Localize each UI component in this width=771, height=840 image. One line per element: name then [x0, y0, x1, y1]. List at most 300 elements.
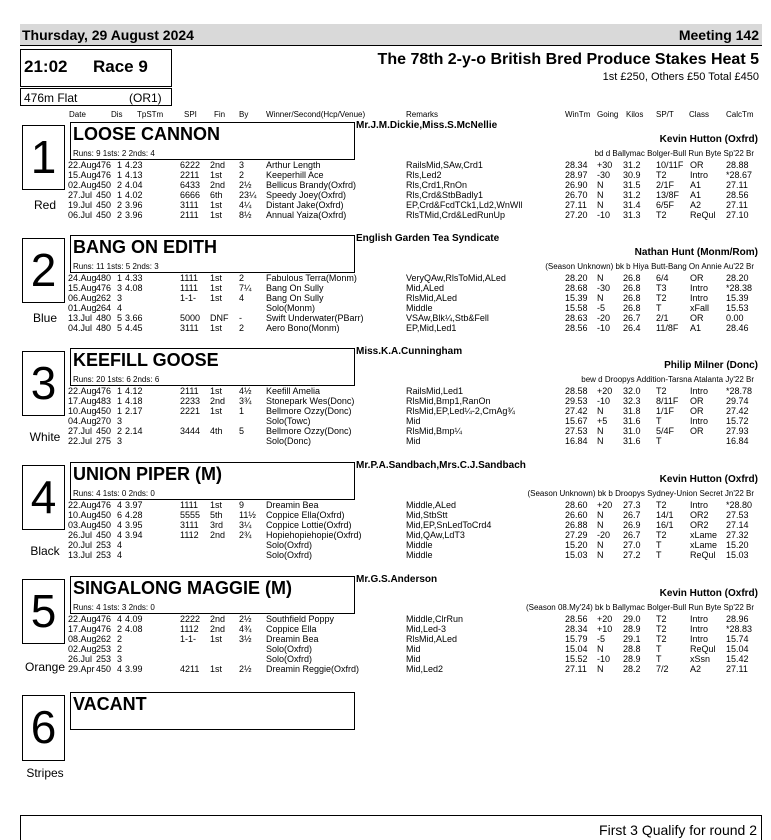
run-sectionals: 2211: [180, 170, 200, 180]
run-finish: 2nd: [210, 614, 226, 624]
trap-number: 3: [22, 351, 65, 416]
run-winner: Solo(Towc): [266, 416, 311, 426]
run-remarks: Middle: [406, 550, 433, 560]
run-sectionals: 6222: [180, 160, 201, 170]
form-row: [20, 406, 762, 416]
dog-name: BANG ON EDITH: [73, 237, 217, 257]
run-calc-time: 15.53: [726, 303, 749, 313]
run-trap: 1: [117, 170, 123, 180]
breeding-info: (Season Unknown) bk b Hiya Butt-Bang On Annie Au'22 Br: [545, 262, 754, 271]
run-remarks: Middle,ALed: [406, 500, 457, 510]
run-win-time: 28.34: [565, 624, 588, 634]
run-remarks: Mid,ALed: [406, 283, 445, 293]
race-time-box: [20, 49, 172, 87]
owner-name: Mr.J.M.Dickie,Miss.S.McNellie: [356, 120, 498, 131]
run-by: 8½: [239, 210, 252, 220]
run-by: 2½: [239, 614, 252, 624]
run-distance: 275: [96, 436, 112, 446]
run-calc-time: 15.74: [726, 634, 749, 644]
run-date: 04.Jul: [68, 323, 93, 333]
run-trap: 4: [117, 664, 123, 674]
breeding-info: bew d Droopys Addition-Tarsna Atalanta Jy'22 Br: [581, 375, 754, 384]
run-distance: 450: [96, 190, 112, 200]
form-lines: [20, 273, 762, 333]
run-date: 22.Aug: [68, 386, 97, 396]
run-sp: T3: [656, 283, 667, 293]
run-remarks: RlsMid,Bmp¼: [406, 426, 463, 436]
run-finish: 1st: [210, 500, 223, 510]
run-kilos: 26.9: [623, 520, 641, 530]
race-time: 21:02: [24, 57, 68, 76]
run-going: -20: [597, 530, 611, 540]
run-by: 4¼: [239, 200, 252, 210]
run-going: -10: [597, 396, 611, 406]
run-split: 4.13: [125, 170, 143, 180]
run-split: 4.28: [125, 510, 143, 520]
form-row: [20, 500, 762, 510]
run-remarks: RlsMid,Bmp1,RanOn: [406, 396, 491, 406]
run-distance: 262: [96, 634, 112, 644]
run-win-time: 15.67: [565, 416, 588, 426]
meeting-bar: [20, 24, 762, 46]
form-row: [20, 426, 762, 436]
run-kilos: 28.8: [623, 644, 641, 654]
run-sectionals: 6666: [180, 190, 201, 200]
run-remarks: Middle: [406, 303, 433, 313]
run-trap: 4: [117, 500, 123, 510]
run-sp: 2/1F: [656, 180, 675, 190]
run-remarks: EP,Crd&FcdTCk1,Ld2,WnWll: [406, 200, 523, 210]
run-trap: 4: [117, 303, 123, 313]
run-calc-time: 15.04: [726, 644, 749, 654]
form-row: [20, 200, 762, 210]
run-win-time: 27.42: [565, 406, 588, 416]
run-winner: Bang On Sully: [266, 283, 324, 293]
run-calc-time: 27.53: [726, 510, 749, 520]
run-win-time: 26.70: [565, 190, 588, 200]
run-date: 04.Aug: [68, 416, 97, 426]
run-class: ReQul: [690, 644, 716, 654]
run-sp: T: [656, 540, 662, 550]
run-remarks: Mid: [406, 644, 421, 654]
run-distance: 253: [96, 654, 112, 664]
run-finish: 1st: [210, 200, 223, 210]
run-winner: Aero Bono(Monm): [266, 323, 340, 333]
column-header: Class: [689, 110, 710, 119]
run-distance: 476: [96, 500, 112, 510]
run-kilos: 30.9: [623, 170, 641, 180]
run-remarks: Rls,Crd1,RnOn: [406, 180, 468, 190]
run-date: 13.Jul: [68, 313, 93, 323]
run-distance: 476: [96, 283, 112, 293]
run-remarks: Mid: [406, 654, 421, 664]
run-finish: DNF: [210, 313, 229, 323]
run-win-time: 15.03: [565, 550, 588, 560]
run-calc-time: 27.42: [726, 406, 749, 416]
form-row: [20, 303, 762, 313]
breeding-info: bd d Ballymac Bolger-Bull Run Byte Sp'22 Br: [594, 149, 754, 158]
run-kilos: 26.8: [623, 283, 641, 293]
race-number: Race 9: [93, 57, 148, 76]
run-date: 02.Aug: [68, 644, 97, 654]
run-by: -: [239, 313, 242, 323]
trap-colour: Red: [33, 198, 56, 212]
run-going: +20: [597, 500, 613, 510]
run-remarks: EP,Mid,Led1: [406, 323, 457, 333]
run-win-time: 15.39: [565, 293, 588, 303]
run-kilos: 31.6: [623, 436, 641, 446]
run-trap: 3: [117, 416, 123, 426]
run-win-time: 28.68: [565, 283, 588, 293]
run-distance: 450: [96, 664, 112, 674]
run-sp: T: [656, 654, 662, 664]
run-date: 17.Aug: [68, 624, 97, 634]
run-calc-time: 27.11: [726, 180, 748, 190]
run-kilos: 31.3: [623, 210, 641, 220]
owner-name: Miss.K.A.Cunningham: [356, 346, 463, 357]
run-remarks: Middle,ClrRun: [406, 614, 464, 624]
run-going: N: [597, 180, 604, 190]
run-sectionals: 2233: [180, 396, 201, 406]
run-by: 2: [239, 273, 245, 283]
run-winner: Solo(Monm): [266, 303, 316, 313]
run-split: 4.04: [125, 180, 143, 190]
form-row: [20, 313, 762, 323]
run-calc-time: *28.38: [726, 283, 753, 293]
run-kilos: 26.8: [623, 273, 641, 283]
run-by: 2: [239, 323, 245, 333]
run-date: 08.Aug: [68, 634, 97, 644]
run-calc-time: 28.96: [726, 614, 749, 624]
run-going: +20: [597, 386, 613, 396]
run-by: 2¾: [239, 530, 252, 540]
dog-name-box: [70, 462, 355, 500]
run-kilos: 31.6: [623, 416, 641, 426]
form-row: [20, 210, 762, 220]
run-sp: 6/4: [656, 273, 669, 283]
column-header: CalcTm: [726, 110, 754, 119]
run-class: ReQul: [690, 210, 716, 220]
form-row: [20, 180, 762, 190]
run-class: Intro: [690, 386, 709, 396]
run-winner: Fabulous Terra(Monm): [266, 273, 357, 283]
run-trap: 1: [117, 396, 123, 406]
run-distance: 450: [96, 520, 112, 530]
run-winner: Solo(Oxfrd): [266, 550, 313, 560]
run-split: 3.96: [125, 210, 143, 220]
run-win-time: 15.20: [565, 540, 588, 550]
trap-colour: Stripes: [26, 766, 64, 780]
run-date: 27.Jul: [68, 426, 93, 436]
run-by: 7¼: [239, 283, 252, 293]
run-win-time: 28.56: [565, 614, 588, 624]
dog-name: LOOSE CANNON: [73, 124, 221, 144]
run-going: -10: [597, 210, 611, 220]
run-trap: 4: [117, 614, 123, 624]
form-row: [20, 436, 762, 446]
run-win-time: 29.53: [565, 396, 588, 406]
run-sp: T2: [656, 614, 667, 624]
run-winner: Solo(Oxfrd): [266, 540, 313, 550]
run-distance: 264: [96, 303, 112, 313]
run-winner: Distant Jake(Oxfrd): [266, 200, 344, 210]
form-row: [20, 190, 762, 200]
run-finish: 2nd: [210, 396, 226, 406]
race-title: The 78th 2-y-o British Bred Produce Stakes Heat 5: [377, 51, 759, 68]
run-kilos: 32.0: [623, 386, 641, 396]
run-finish: 1st: [210, 406, 223, 416]
run-trap: 3: [117, 654, 123, 664]
run-going: N: [597, 644, 604, 654]
run-class: ReQul: [690, 550, 716, 560]
run-win-time: 26.90: [565, 180, 588, 190]
run-calc-time: 27.32: [726, 530, 749, 540]
run-distance: 480: [96, 273, 112, 283]
run-class: OR: [690, 406, 704, 416]
run-class: OR: [690, 313, 704, 323]
column-header: Winner/Second(Hcp/Venue): [266, 110, 366, 119]
run-trap: 1: [117, 386, 123, 396]
dog-name-box: [70, 235, 355, 273]
run-win-time: 28.63: [565, 313, 588, 323]
run-remarks: RlsMid,ALed: [406, 293, 458, 303]
run-kilos: 32.3: [623, 396, 641, 406]
run-split: 4.08: [125, 283, 143, 293]
run-sp: 8/11F: [656, 396, 679, 406]
run-finish: 3rd: [210, 520, 224, 530]
form-row: [20, 614, 762, 624]
run-class: A2: [690, 664, 702, 674]
run-sp: 14/1: [656, 510, 674, 520]
run-finish: 1st: [210, 386, 223, 396]
run-winner: Arthur Length: [266, 160, 321, 170]
run-sectionals: 1112: [180, 624, 199, 634]
run-kilos: 27.0: [623, 540, 641, 550]
run-trap: 4: [117, 550, 123, 560]
vacant-box: [70, 692, 355, 730]
run-distance: 450: [96, 530, 112, 540]
run-by: 5: [239, 426, 245, 436]
run-by: 23¼: [239, 190, 257, 200]
form-row: [20, 510, 762, 520]
form-row: [20, 520, 762, 530]
run-sp: 13/8F: [656, 190, 680, 200]
run-sectionals: 6433: [180, 180, 201, 190]
run-going: N: [597, 520, 604, 530]
run-class: A1: [690, 190, 702, 200]
owner-name: English Garden Tea Syndicate: [356, 233, 500, 244]
trainer-name: Kevin Hutton (Oxfrd): [659, 134, 758, 145]
run-win-time: 28.60: [565, 500, 588, 510]
run-remarks: RlsMid,ALed: [406, 634, 458, 644]
owner-name: Mr.P.A.Sandbach,Mrs.C.J.Sandbach: [356, 460, 526, 471]
run-sp: T: [656, 303, 662, 313]
run-remarks: Mid,Led2: [406, 664, 444, 674]
run-sectionals: 1111: [180, 500, 199, 510]
run-by: 2½: [239, 180, 252, 190]
trainer-name: Philip Milner (Donc): [664, 360, 758, 371]
run-class: xSsn: [690, 654, 711, 664]
run-sectionals: 3111: [180, 323, 199, 333]
run-sectionals: 5555: [180, 510, 201, 520]
run-calc-time: 27.11: [726, 200, 748, 210]
trap-number: 1: [22, 125, 65, 190]
run-finish: 1st: [210, 210, 223, 220]
run-distance: 476: [96, 614, 112, 624]
run-winner: Hopiehopiehopie(Oxfrd): [266, 530, 362, 540]
race-distance: 476m Flat: [24, 91, 78, 105]
run-kilos: 26.4: [623, 323, 641, 333]
run-winner: Coppice Ella(Oxfrd): [266, 510, 345, 520]
run-calc-time: 15.03: [726, 550, 749, 560]
run-kilos: 26.7: [623, 530, 641, 540]
vacant-label: VACANT: [73, 694, 147, 714]
run-sp: T: [656, 416, 662, 426]
run-trap: 2: [117, 634, 123, 644]
trap-colour: White: [29, 430, 61, 444]
column-header: Remarks: [406, 110, 439, 119]
run-remarks: Mid: [406, 416, 421, 426]
form-lines: [20, 386, 762, 446]
run-sectionals: 1111: [180, 273, 199, 283]
run-sp: T2: [656, 170, 667, 180]
run-split: 4.09: [125, 614, 143, 624]
trap-number: 6: [22, 695, 65, 761]
run-trap: 3: [117, 293, 123, 303]
run-by: 2½: [239, 664, 252, 674]
run-going: -5: [597, 634, 606, 644]
meeting-number: Meeting 142: [678, 27, 759, 43]
form-row: [20, 550, 762, 560]
run-date: 20.Jul: [68, 540, 93, 550]
run-win-time: 27.53: [565, 426, 588, 436]
run-going: N: [597, 436, 604, 446]
run-split: 3.66: [125, 313, 143, 323]
run-class: A1: [690, 323, 702, 333]
run-distance: 450: [96, 210, 112, 220]
run-date: 29.Apr: [68, 664, 95, 674]
run-kilos: 31.8: [623, 406, 641, 416]
run-trap: 2: [117, 210, 123, 220]
run-split: 4.45: [125, 323, 143, 333]
run-class: OR: [690, 160, 704, 170]
run-remarks: Mid,EP,SnLedToCrd4: [406, 520, 492, 530]
column-header: By: [239, 110, 249, 119]
run-sectionals: 2221: [180, 406, 201, 416]
dog-name-box: [70, 122, 355, 160]
run-calc-time: *28.78: [726, 386, 753, 396]
run-class: A1: [690, 180, 702, 190]
run-calc-time: 15.42: [726, 654, 749, 664]
run-kilos: 29.0: [623, 614, 641, 624]
run-by: 4¾: [239, 624, 252, 634]
run-finish: 2nd: [210, 180, 226, 190]
run-distance: 253: [96, 540, 112, 550]
run-win-time: 16.84: [565, 436, 588, 446]
run-finish: 1st: [210, 634, 223, 644]
run-class: OR2: [690, 520, 709, 530]
run-going: N: [597, 426, 604, 436]
race-date: Thursday, 29 August 2024: [22, 27, 194, 43]
column-header: Going: [597, 110, 619, 119]
run-split: 4.23: [125, 160, 143, 170]
run-kilos: 26.8: [623, 303, 641, 313]
run-winner: Coppice Lottie(Oxfrd): [266, 520, 352, 530]
run-distance: 483: [96, 396, 112, 406]
run-kilos: 31.2: [623, 160, 641, 170]
run-finish: 1st: [210, 323, 223, 333]
run-date: 02.Aug: [68, 180, 97, 190]
breeding-info: (Season Unknown) bk b Droopys Sydney-Union Secret Jn'22 Br: [527, 489, 754, 498]
run-going: N: [597, 540, 604, 550]
run-remarks: Rls,Crd&StbBadly1: [406, 190, 484, 200]
run-date: 26.Jul: [68, 654, 93, 664]
run-finish: 2nd: [210, 160, 226, 170]
column-header: Kilos: [626, 110, 644, 119]
run-class: xLame: [690, 530, 718, 540]
run-distance: 450: [96, 200, 112, 210]
run-kilos: 31.4: [623, 200, 641, 210]
run-going: -30: [597, 170, 611, 180]
run-date: 13.Jul: [68, 550, 93, 560]
run-class: A2: [690, 200, 702, 210]
run-date: 17.Aug: [68, 396, 97, 406]
run-sectionals: 2111: [180, 210, 199, 220]
run-date: 27.Jul: [68, 190, 93, 200]
run-winner: Keeperhill Ace: [266, 170, 324, 180]
run-remarks: RailsMid,SAw,Crd1: [406, 160, 483, 170]
run-win-time: 27.11: [565, 664, 587, 674]
run-date: 15.Aug: [68, 283, 97, 293]
run-finish: 2nd: [210, 624, 226, 634]
form-row: [20, 396, 762, 406]
run-win-time: 27.11: [565, 200, 587, 210]
run-trap: 1: [117, 190, 123, 200]
run-calc-time: 28.46: [726, 323, 749, 333]
run-split: 2.17: [125, 406, 143, 416]
run-trap: 3: [117, 436, 123, 446]
form-row: [20, 416, 762, 426]
run-winner: Solo(Donc): [266, 436, 312, 446]
run-win-time: 28.56: [565, 323, 588, 333]
trap-number: 4: [22, 465, 65, 530]
run-trap: 5: [117, 313, 123, 323]
run-calc-time: 28.88: [726, 160, 749, 170]
run-calc-time: 15.20: [726, 540, 749, 550]
dog-name-box: [70, 348, 355, 386]
run-going: -10: [597, 323, 611, 333]
run-trap: 1: [117, 273, 123, 283]
run-winner: Dreamin Reggie(Oxfrd): [266, 664, 360, 674]
run-sp: 2/1: [656, 313, 669, 323]
run-distance: 450: [96, 510, 112, 520]
run-kilos: 28.2: [623, 664, 641, 674]
run-sp: T2: [656, 386, 667, 396]
run-distance: 476: [96, 160, 112, 170]
run-calc-time: 15.72: [726, 416, 749, 426]
run-sp: 6/5F: [656, 200, 675, 210]
run-going: +20: [597, 614, 613, 624]
form-row: [20, 664, 762, 674]
run-calc-time: *28.67: [726, 170, 753, 180]
run-split: 3.99: [125, 664, 143, 674]
run-class: Intro: [690, 634, 709, 644]
owner-name: Mr.G.S.Anderson: [356, 574, 438, 585]
run-trap: 2: [117, 624, 123, 634]
run-trap: 2: [117, 644, 123, 654]
run-class: xFall: [690, 303, 710, 313]
run-winner: Swift Underwater(PBarr): [266, 313, 364, 323]
